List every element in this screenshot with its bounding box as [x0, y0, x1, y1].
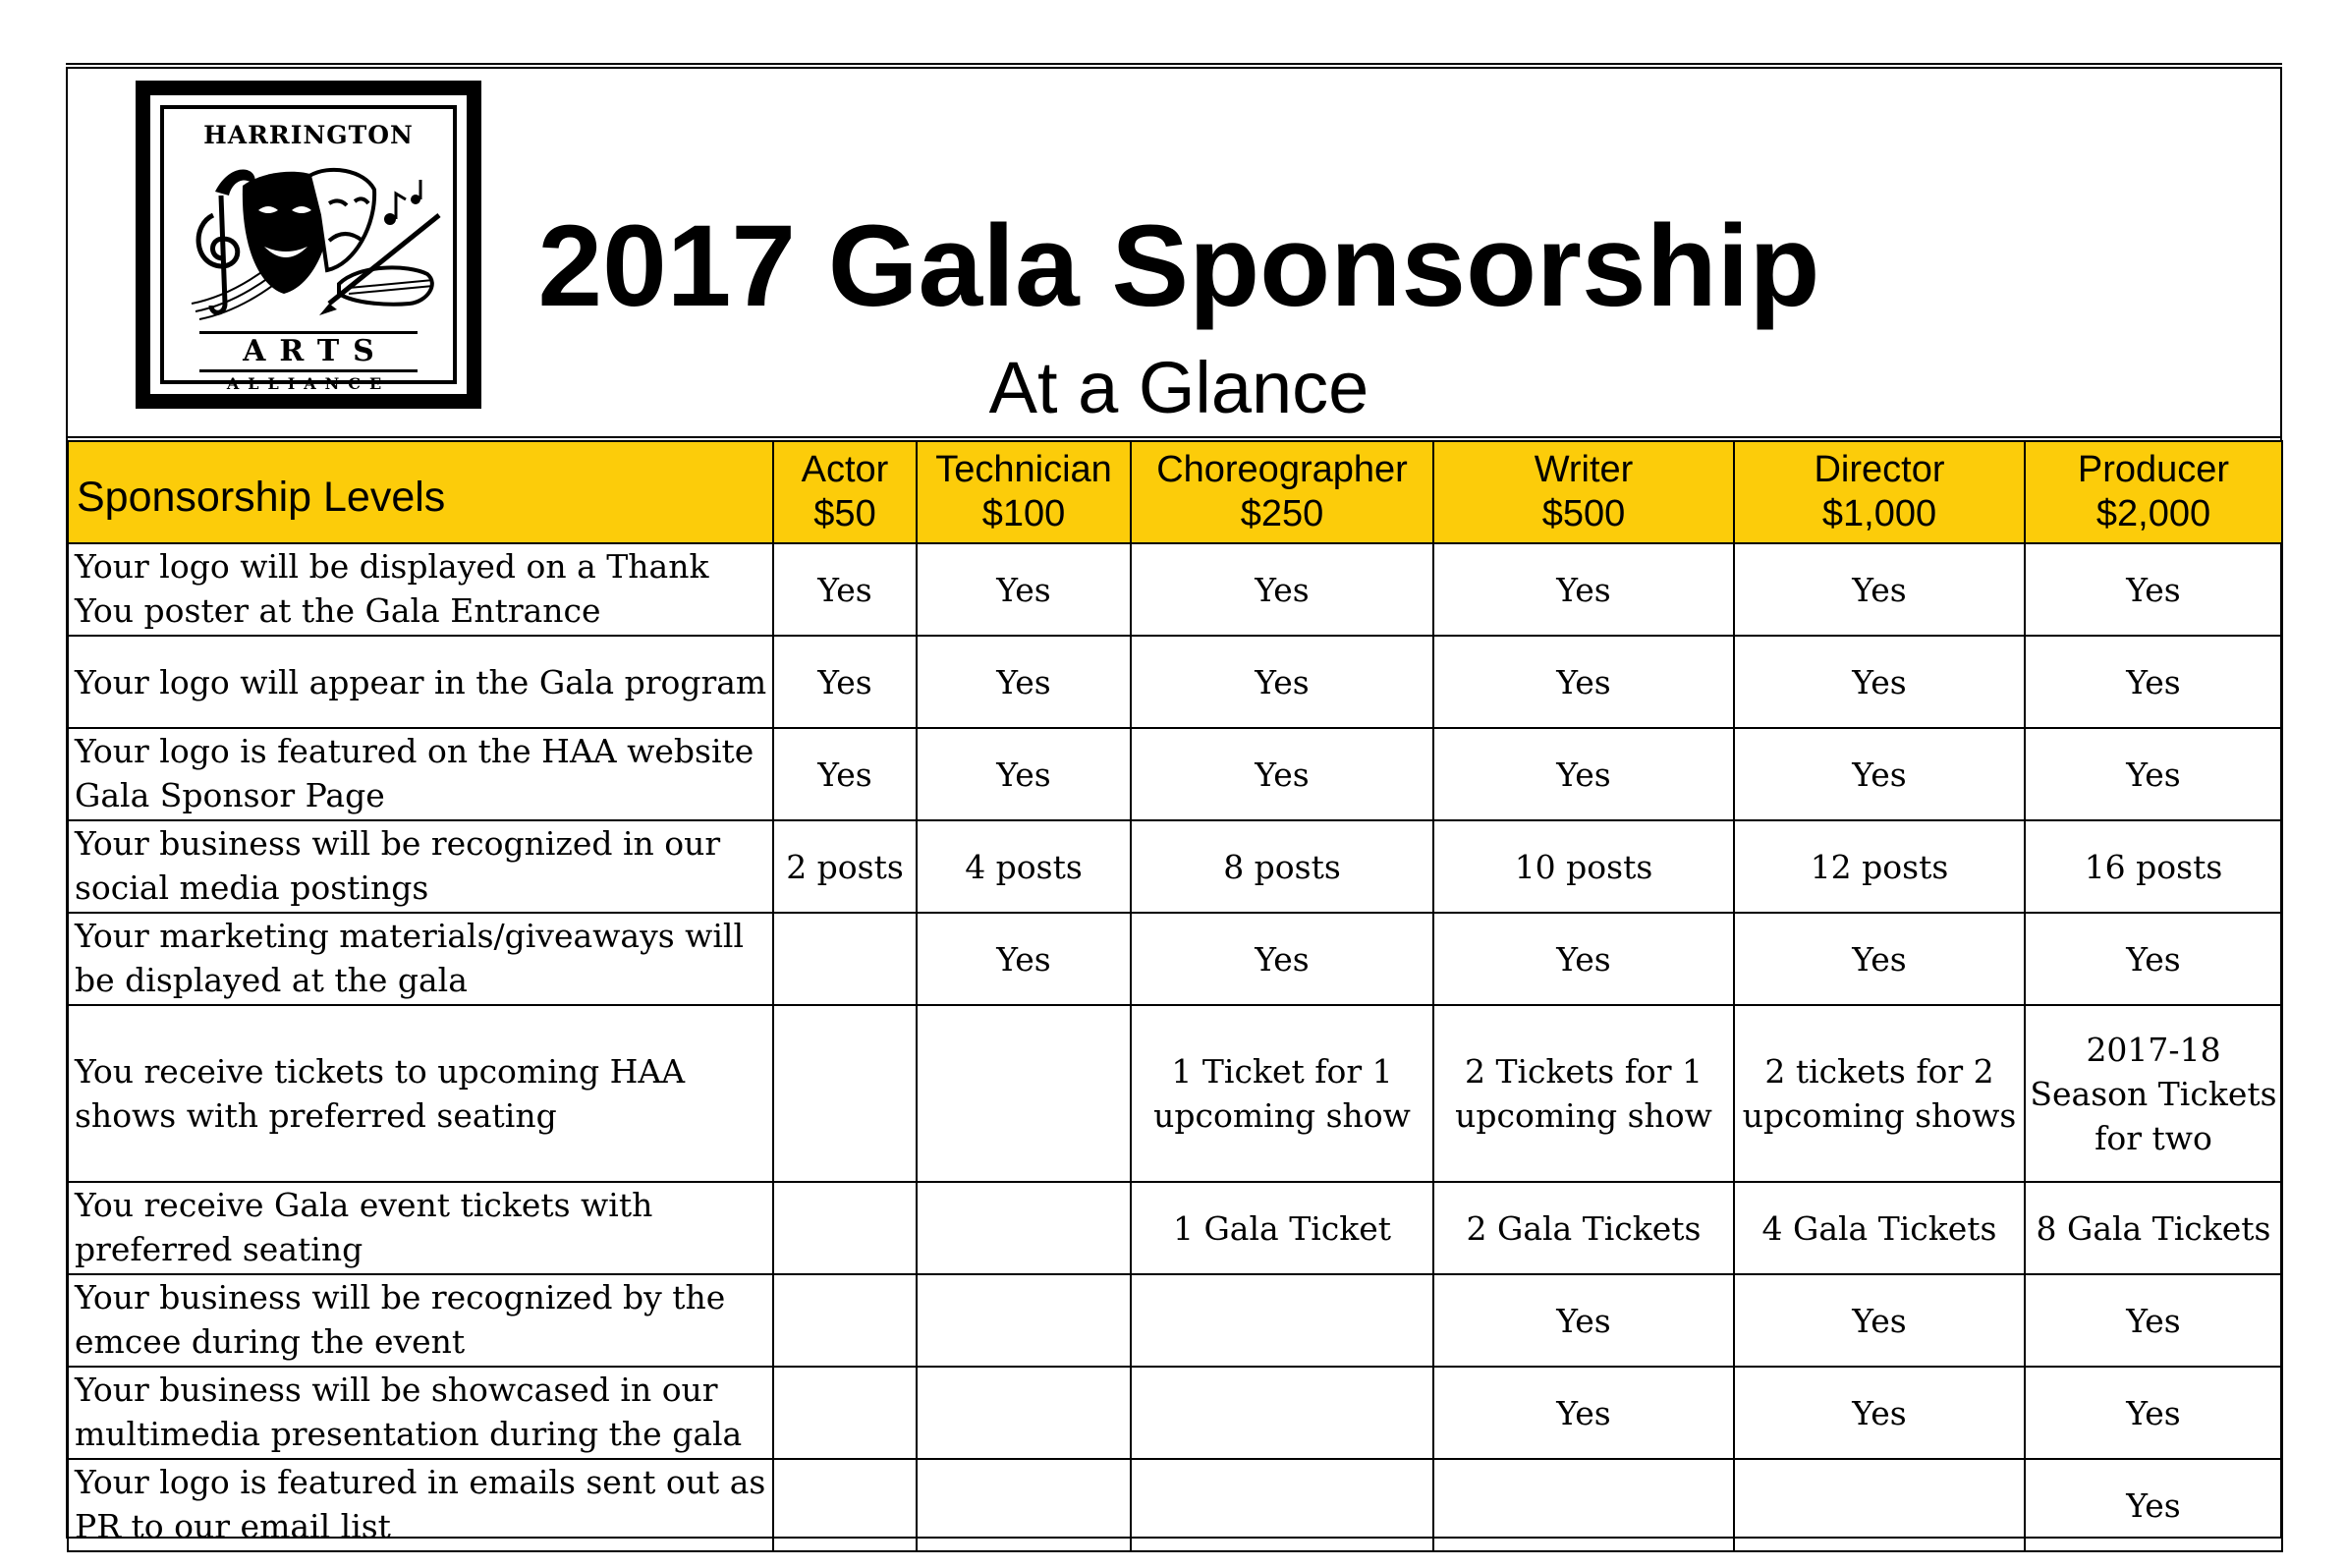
table-cell: Yes	[917, 543, 1131, 636]
benefit-cell: Your logo is featured in emails sent out as PR to our email list	[68, 1459, 773, 1551]
table-cell: 2 Gala Tickets	[1433, 1182, 1734, 1274]
harrington-arts-alliance-logo	[136, 81, 481, 409]
table-cell	[917, 1367, 1131, 1459]
level-name: Choreographer	[1156, 449, 1408, 490]
table-row	[68, 820, 2282, 913]
table-cell: Yes	[1734, 636, 2025, 728]
level-price: $500	[1541, 493, 1626, 534]
table-cell: 16 posts	[2025, 820, 2282, 913]
level-header-actor	[773, 441, 917, 543]
table-cell	[773, 1182, 917, 1274]
table-cell	[917, 1459, 1131, 1551]
table-cell: Yes	[2025, 1459, 2282, 1551]
table-cell: Yes	[2025, 636, 2282, 728]
table-cell: Yes	[1433, 636, 1734, 728]
table-cell: Yes	[773, 543, 917, 636]
benefit-cell: Your logo is featured on the HAA website Gala Sponsor Page	[68, 728, 773, 820]
table-cell: Yes	[917, 636, 1131, 728]
level-name: Actor	[801, 449, 889, 490]
table-cell: Yes	[1734, 1274, 2025, 1367]
table-cell	[773, 913, 917, 1005]
table-row	[68, 1367, 2282, 1459]
table-cell	[773, 1274, 917, 1367]
benefit-cell: Your business will be recognized by the emcee during the event	[68, 1274, 773, 1367]
benefit-cell: Your business will be recognized in our social media postings	[68, 820, 773, 913]
logo-alliance-text: ALLIANCE	[226, 374, 391, 393]
theatre-masks-icon	[182, 156, 447, 328]
table-cell: Yes	[2025, 1274, 2282, 1367]
table-cell	[1131, 1367, 1433, 1459]
table-cell: 8 Gala Tickets	[2025, 1182, 2282, 1274]
table-cell: Yes	[2025, 543, 2282, 636]
table-cell: 2 Tickets for 1 upcoming show	[1433, 1005, 1734, 1182]
page-title: 2017 Gala Sponsorship	[537, 201, 1820, 331]
table-cell	[773, 1459, 917, 1551]
logo-arts-text: ARTS	[199, 331, 418, 372]
level-header-technician	[917, 441, 1131, 543]
table-cell: 10 posts	[1433, 820, 1734, 913]
table-row	[68, 1182, 2282, 1274]
table-cell: Yes	[1131, 728, 1433, 820]
benefit-cell: Your marketing materials/giveaways will be displayed at the gala	[68, 913, 773, 1005]
table-cell: Yes	[1433, 543, 1734, 636]
table-cell: Yes	[1734, 543, 2025, 636]
table-cell: Yes	[917, 913, 1131, 1005]
table-cell	[1734, 1459, 2025, 1551]
level-price: $2,000	[2095, 493, 2211, 534]
sponsorship-table	[67, 440, 2283, 1552]
table-cell: 12 posts	[1734, 820, 2025, 913]
table-cell: Yes	[2025, 728, 2282, 820]
table-cell	[773, 1367, 917, 1459]
table-row	[68, 636, 2282, 728]
level-price: $100	[981, 493, 1066, 534]
table-cell: Yes	[917, 728, 1131, 820]
table-cell: Yes	[1433, 913, 1734, 1005]
level-name: Writer	[1534, 449, 1634, 490]
table-cell: Yes	[1131, 636, 1433, 728]
benefit-cell: Your business will be showcased in our multimedia presentation during the gala	[68, 1367, 773, 1459]
table-cell: Yes	[1131, 913, 1433, 1005]
table-cell: 2 posts	[773, 820, 917, 913]
title-divider	[66, 436, 2282, 438]
table-cell	[773, 1005, 917, 1182]
logo-top-text: HARRINGTON	[203, 121, 414, 149]
level-header-writer	[1433, 441, 1734, 543]
table-cell: 4 posts	[917, 820, 1131, 913]
table-row	[68, 1274, 2282, 1367]
table-row	[68, 1459, 2282, 1551]
benefit-cell: You receive tickets to upcoming HAA shows with preferred seating	[68, 1005, 773, 1182]
table-cell	[1131, 1274, 1433, 1367]
table-cell: Yes	[2025, 913, 2282, 1005]
page-subtitle: At a Glance	[988, 347, 1369, 428]
level-price: $1,000	[1821, 493, 1937, 534]
benefit-cell: Your logo will appear in the Gala program	[68, 636, 773, 728]
logo-panel	[160, 105, 457, 393]
table-cell	[1433, 1459, 1734, 1551]
table-row	[68, 913, 2282, 1005]
table-cell: Yes	[1734, 913, 2025, 1005]
table-cell: Yes	[1433, 728, 1734, 820]
level-name: Director	[1814, 449, 1945, 490]
benefit-cell: Your logo will be displayed on a Thank You poster at the Gala Entrance	[68, 543, 773, 636]
table-row	[68, 543, 2282, 636]
frame-top-rule	[66, 63, 2282, 65]
table-cell: Yes	[2025, 1367, 2282, 1459]
table-cell: 8 posts	[1131, 820, 1433, 913]
table-cell: Yes	[773, 728, 917, 820]
table-row	[68, 728, 2282, 820]
table-cell: Yes	[1734, 728, 2025, 820]
table-header-row	[68, 441, 2282, 543]
table-cell: 1 Gala Ticket	[1131, 1182, 1433, 1274]
table-cell: 2 tickets for 2 upcoming shows	[1734, 1005, 2025, 1182]
table-cell: Yes	[1433, 1367, 1734, 1459]
table-cell	[917, 1182, 1131, 1274]
level-header-choreographer	[1131, 441, 1433, 543]
level-name: Producer	[2077, 449, 2230, 490]
table-cell	[917, 1274, 1131, 1367]
table-cell: Yes	[1131, 543, 1433, 636]
table-cell	[917, 1005, 1131, 1182]
sponsorship-levels-header: Sponsorship Levels	[68, 441, 773, 543]
table-row	[68, 1005, 2282, 1182]
table-cell	[1131, 1459, 1433, 1551]
level-header-producer	[2025, 441, 2282, 543]
benefit-cell: You receive Gala event tickets with preferred seating	[68, 1182, 773, 1274]
table-cell: 4 Gala Tickets	[1734, 1182, 2025, 1274]
level-price: $50	[813, 493, 876, 534]
table-cell: 2017-18 Season Tickets for two	[2025, 1005, 2282, 1182]
level-header-director	[1734, 441, 2025, 543]
level-price: $250	[1240, 493, 1324, 534]
logo-inner-border	[150, 95, 467, 394]
level-name: Technician	[935, 449, 1112, 490]
table-cell: Yes	[1433, 1274, 1734, 1367]
table-cell: 1 Ticket for 1 upcoming show	[1131, 1005, 1433, 1182]
table-cell: Yes	[773, 636, 917, 728]
table-cell: Yes	[1734, 1367, 2025, 1459]
